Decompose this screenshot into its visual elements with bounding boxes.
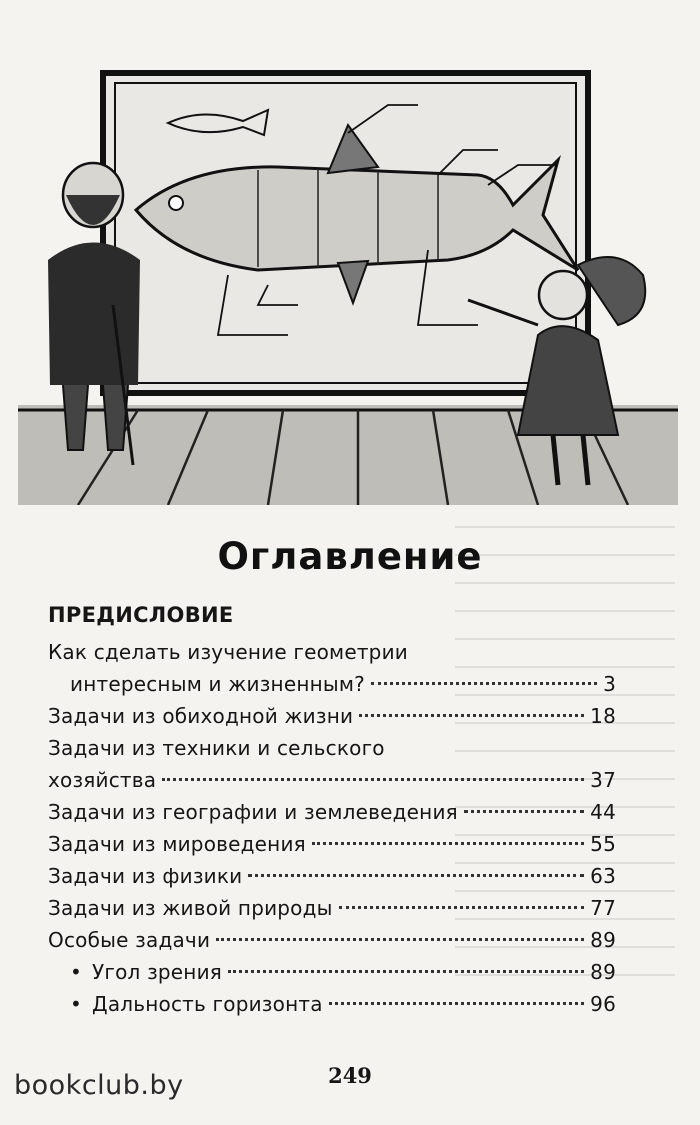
toc-entry-page: 77 [590, 896, 616, 920]
leader-dots [216, 938, 584, 941]
leader-dots [329, 1002, 584, 1005]
toc-entry-title: Задачи из физики [48, 864, 243, 888]
leader-dots [312, 842, 584, 845]
leader-dots [359, 714, 584, 717]
toc-entry-title: Особые задачи [48, 928, 211, 952]
toc-entry[interactable] [48, 924, 616, 956]
toc-entry[interactable] [48, 636, 616, 700]
toc-entry-title-cont: интересным и жизненным? [70, 672, 365, 696]
toc-entry-title: Задачи из обиходной жизни [48, 704, 354, 728]
bullet-icon: • [70, 992, 82, 1016]
leader-dots [371, 682, 597, 685]
toc-entry-title: Задачи из живой природы [48, 896, 333, 920]
toc-subentry-page: 89 [590, 960, 616, 984]
toc-entry-page: 37 [590, 768, 616, 792]
toc-entry[interactable] [48, 828, 616, 860]
toc-entry-page: 18 [590, 704, 616, 728]
section-title: ПРЕДИСЛОВИЕ [48, 603, 234, 627]
toc-entry-title: Задачи из географии и землеведения [48, 800, 458, 824]
bullet-icon: • [70, 960, 82, 984]
leader-dots [228, 970, 584, 973]
toc-subentry-title: Дальность горизонта [92, 992, 323, 1016]
toc-entry-title: Как сделать изучение геометрии [48, 640, 408, 664]
illustration-fish-lesson [18, 55, 678, 505]
watermark: bookclub.by [14, 1070, 184, 1101]
toc-entry[interactable] [48, 700, 616, 732]
leader-dots [464, 810, 584, 813]
toc-entry[interactable] [48, 860, 616, 892]
toc-entry-title: Задачи из мироведения [48, 832, 306, 856]
toc-heading: Оглавление [217, 535, 483, 578]
toc-entry-page: 63 [590, 864, 616, 888]
toc-subentry[interactable] [48, 988, 616, 1020]
toc-subentry[interactable] [48, 956, 616, 988]
toc-entry-page: 3 [603, 672, 616, 696]
toc-entry-page: 89 [590, 928, 616, 952]
toc-entry[interactable] [48, 892, 616, 924]
page-number: 249 [328, 1063, 372, 1088]
toc-subentry-page: 96 [590, 992, 616, 1016]
toc-entry-page: 44 [590, 800, 616, 824]
toc-entry-page: 55 [590, 832, 616, 856]
toc-entry-title-cont: хозяйства [48, 768, 157, 792]
leader-dots [162, 778, 584, 781]
toc-entry-title: Задачи из техники и сельского [48, 736, 385, 760]
toc-entry[interactable] [48, 796, 616, 828]
leader-dots [248, 874, 584, 877]
toc-entry[interactable] [48, 732, 616, 796]
table-of-contents [48, 600, 616, 1020]
toc-subentry-title: Угол зрения [92, 960, 223, 984]
leader-dots [339, 906, 585, 909]
